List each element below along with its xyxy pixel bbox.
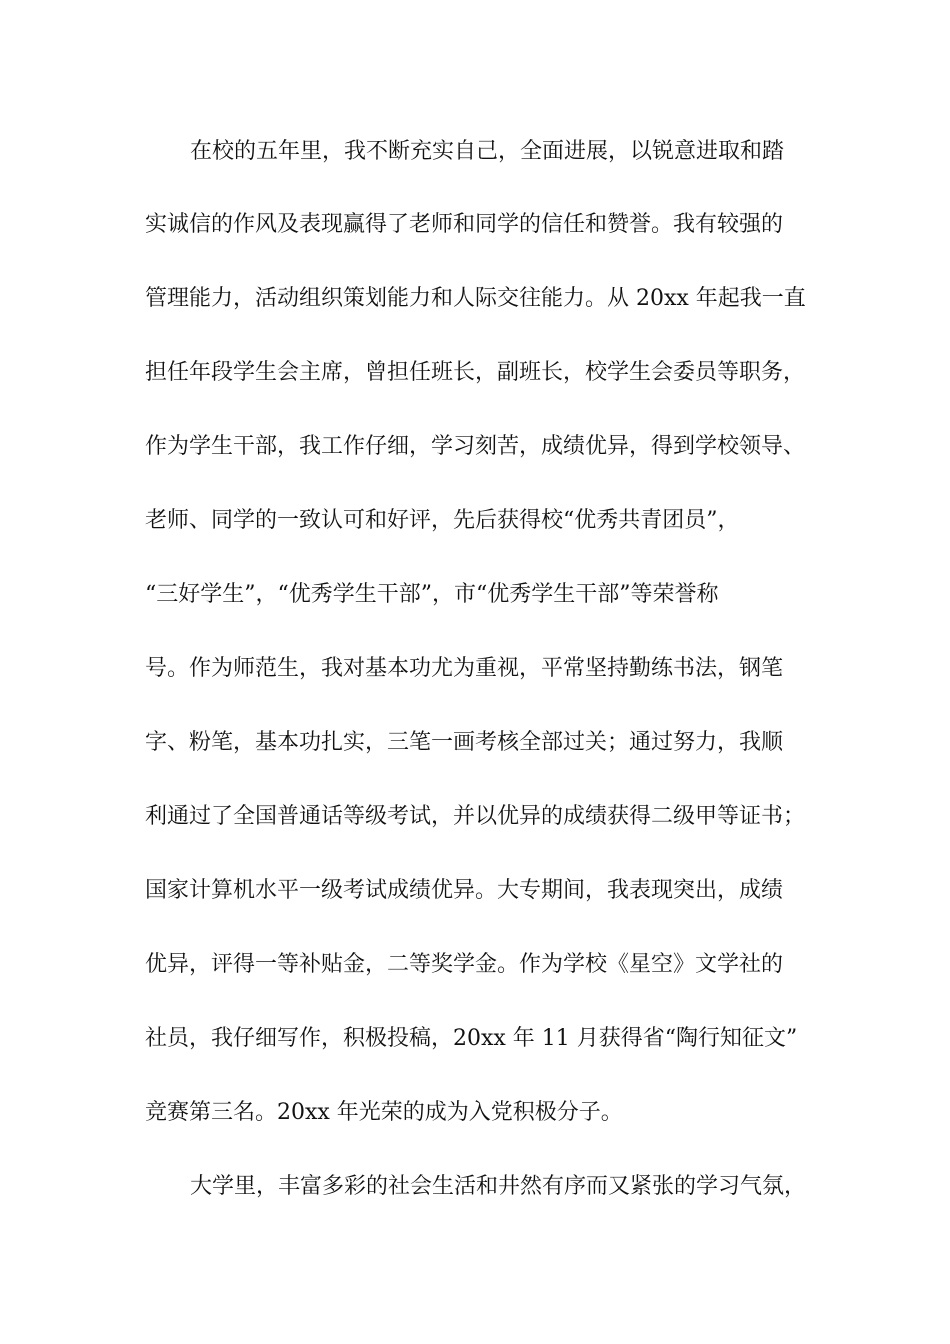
paragraph-1-line-14: 竞赛第三名。20xx 年光荣的成为入党积极分子。 — [145, 1100, 623, 1125]
paragraph-1-line-2: 实诚信的作风及表现赢得了老师和同学的信任和赞誉。我有较强的 — [145, 212, 784, 237]
paragraph-1-line-5: 作为学生干部，我工作仔细，学习刻苦，成绩优异，得到学校领导、 — [145, 434, 806, 459]
paragraph-1-line-9: 字、粉笔，基本功扎实，三笔一画考核全部过关；通过努力，我顺 — [145, 730, 784, 755]
paragraph-1-line-10: 利通过了全国普通话等级考试，并以优异的成绩获得二级甲等证书； — [145, 804, 806, 829]
paragraph-1-line-8: 号。作为师范生，我对基本功尤为重视，平常坚持勤练书法，钢笔 — [145, 656, 784, 681]
paragraph-1-line-12: 优异，评得一等补贴金，二等奖学金。作为学校《星空》文学社的 — [145, 952, 784, 977]
paragraph-1-line-1: 在校的五年里，我不断充实自己，全面进展，以锐意进取和踏 — [190, 139, 785, 164]
paragraph-2-line-1: 大学里，丰富多彩的社会生活和井然有序而又紧张的学习气氛， — [190, 1174, 807, 1199]
paragraph-1-line-11: 国家计算机水平一级考试成绩优异。大专期间，我表现突出，成绩 — [145, 878, 784, 903]
paragraph-1-line-13: 社员，我仔细写作，积极投稿，20xx 年 11 月获得省“陶行知征文” — [145, 1026, 798, 1051]
paragraph-1-line-6: 老师、同学的一致认可和好评，先后获得校“优秀共青团员”， — [145, 508, 740, 533]
paragraph-1-line-7: “三好学生”，“优秀学生干部”，市“优秀学生干部”等荣誉称 — [145, 582, 719, 607]
paragraph-1-line-4: 担任年段学生会主席，曾担任班长，副班长，校学生会委员等职务， — [145, 360, 806, 385]
paragraph-1-line-3: 管理能力，活动组织策划能力和人际交往能力。从 20xx 年起我一直 — [145, 286, 806, 311]
